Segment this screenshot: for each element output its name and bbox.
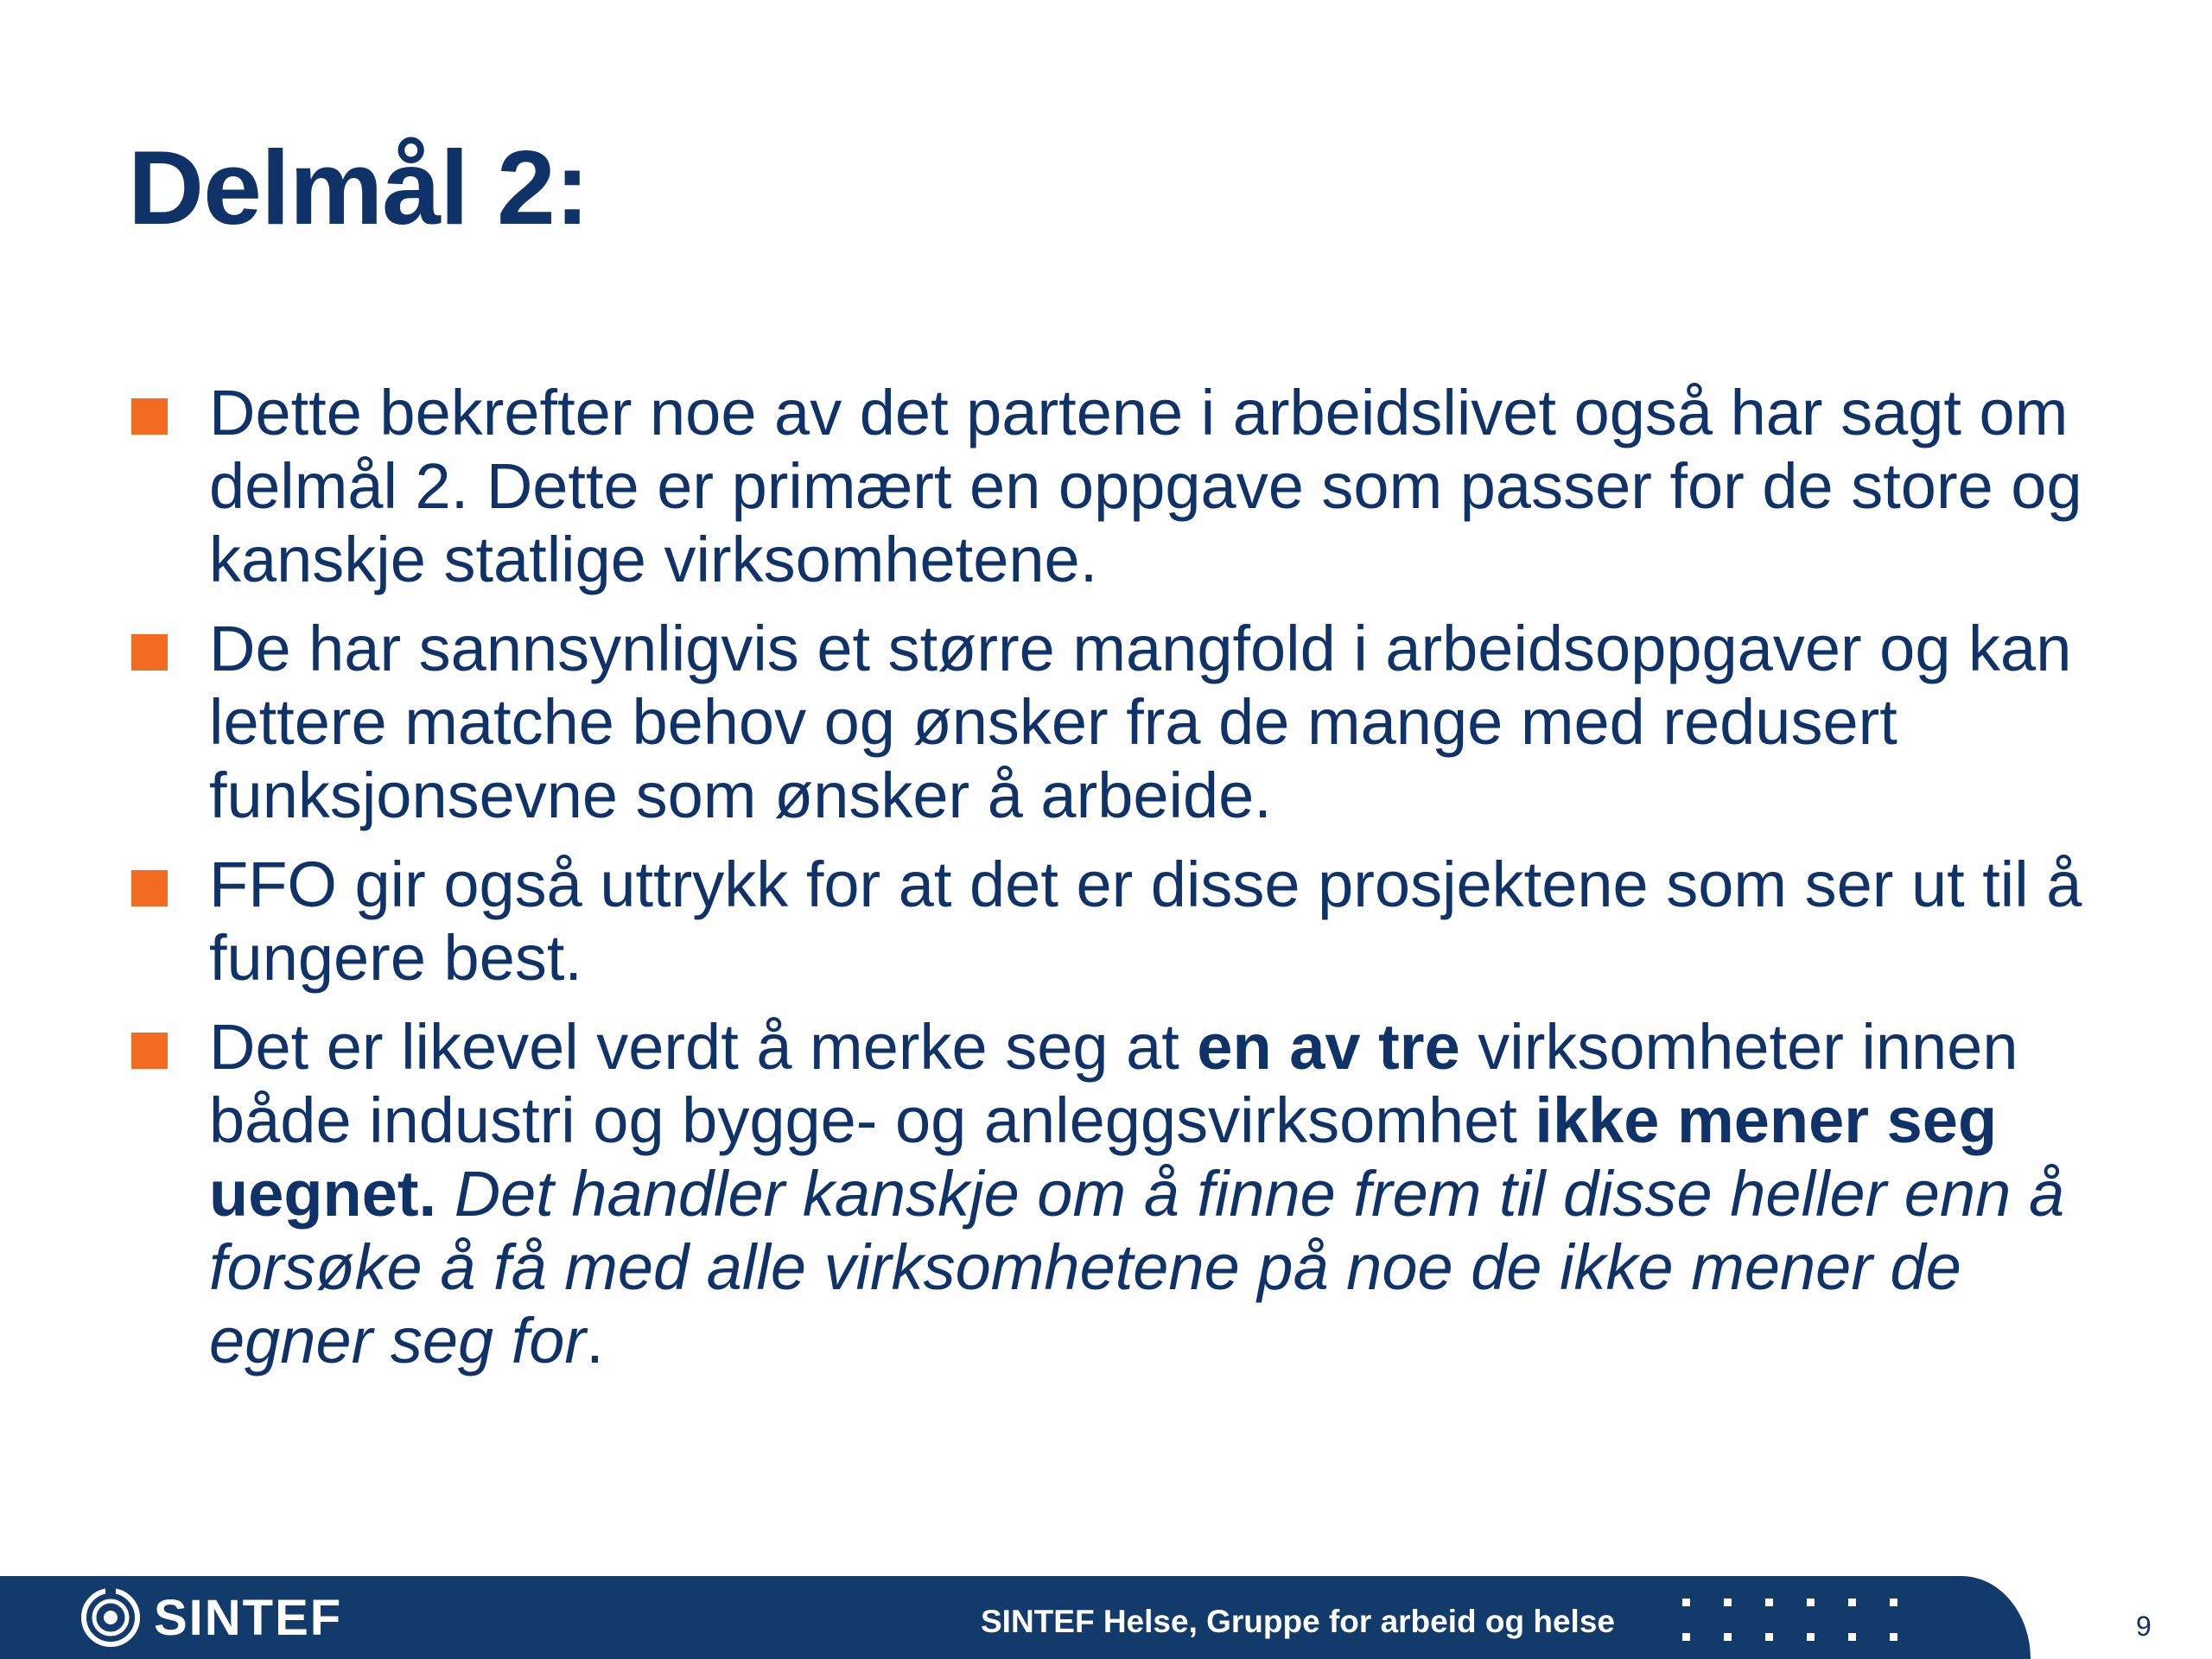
bullet-text-italic: Det handler kanskje om å finne frem til disse heller enn å forsøke å få med alle virksomhetene på noe de ikke mener de egner seg for [209, 1158, 2064, 1376]
square-bullet-icon [131, 634, 168, 671]
bullet-text-bold: ikke mener seg uegnet. [209, 1084, 1998, 1230]
sintef-logo-text: SINTEF [154, 1589, 343, 1646]
square-bullet-icon [131, 398, 168, 435]
bullet-text: De har sannsynligvis et større mangfold i arbeidsoppgaver og kan lettere matche behov og ønsker fra de mange med redusert funksjonsevne som ønsker å arbeide. [209, 613, 2072, 831]
bullet-text-bold: en av tre [1197, 1011, 1460, 1083]
bullet-text-segment [436, 1158, 454, 1230]
footer-department: SINTEF Helse, Gruppe for arbeid og helse [981, 1604, 1615, 1639]
bullet-list [128, 376, 2115, 1393]
bullet-text-segment: . [586, 1305, 604, 1376]
bullet-item [128, 376, 2115, 596]
page-number: 9 [2136, 1611, 2152, 1642]
bullet-item [128, 1010, 2115, 1377]
bullet-item [128, 848, 2115, 995]
bullet-text-segment: Det er likevel verdt å merke seg at [209, 1011, 1198, 1083]
bullet-item [128, 612, 2115, 832]
bullet-text: FFO gir også uttrykk for at det er disse prosjektene som ser ut til å fungere best. [209, 849, 2082, 994]
sintef-logo [79, 1586, 342, 1649]
slide-title: Delmål 2: [128, 129, 589, 246]
sintef-ring-logo-icon [79, 1586, 142, 1649]
square-bullet-icon [131, 1033, 168, 1069]
square-bullet-icon [131, 870, 168, 906]
dot-grid-icon [1672, 1588, 1931, 1650]
bullet-text-segment: virksomheter innen både industri og bygge- og anleggsvirksomhet [209, 1011, 2018, 1156]
bullet-text: Dette bekrefter noe av det partene i arbeidslivet også har sagt om delmål 2. Dette er primært en oppgave som passer for de store og kanskje statlige virksomhetene. [209, 377, 2082, 595]
